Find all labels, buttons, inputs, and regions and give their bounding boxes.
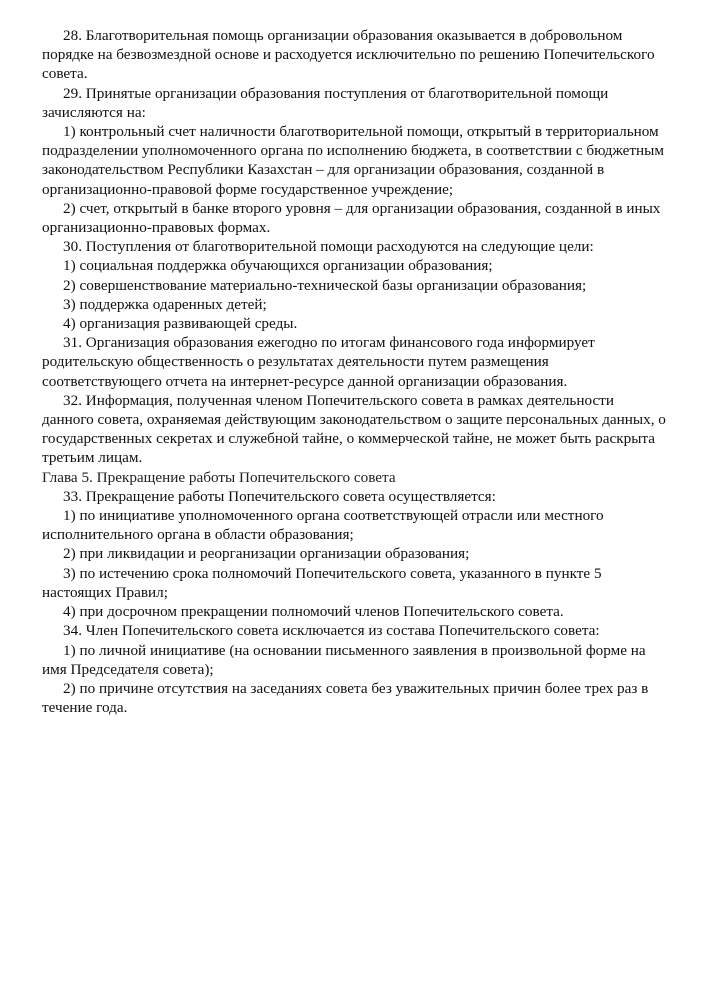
list-item-33-4: 4) при досрочном прекращении полномочий членов Попечительского совета. — [63, 603, 564, 621]
list-item-33-3: 3) по истечению срока полномочий Попечительского совета, указанного в пункте 5 настоящих Правил; — [42, 564, 602, 601]
list-item-30-2: 2) совершенствование материально-технической базы организации образования; — [63, 276, 587, 294]
paragraph-28: 28. Благотворительная помощь организации образования оказывается в добровольном порядке на безвозмездной основе и расходуется исключительно по решению Попечительского совета. — [42, 27, 655, 83]
list-item-30-4: 4) организация развивающей среды. — [63, 315, 298, 333]
chapter-heading: Глава 5. Прекращение работы Попечительского совета — [42, 468, 396, 486]
list-item-30-3: 3) поддержка одаренных детей; — [63, 295, 267, 313]
list-item-33-1: 1) по инициативе уполномоченного органа соответствующей отрасли или местного исполнительного органа в области образования; — [42, 507, 604, 544]
list-item-29-1: 1) контрольный счет наличности благотворительной помощи, открытый в территориальном подразделении уполномоченного органа по исполнению бюджета, в соответствии с бюджетным законодательством Республики Казахстан – для организации образования, созданной в организационно-правовой форме государственное учреждение; — [42, 123, 665, 198]
list-item-34-2: 2) по причине отсутствия на заседаниях совета без уважительных причин более трех раз в течение года. — [42, 679, 649, 717]
paragraph-31: 31. Организация образования ежегодно по итогам финансового года информирует родительскую общественность о результатах деятельности путем размещения соответствующего отчета на интернет-ресурсе данной организации образования. — [42, 334, 595, 390]
paragraph-30: 30. Поступления от благотворительной помощи расходуются на следующие цели: — [63, 238, 594, 256]
paragraph-33: 33. Прекращение работы Попечительского совета осуществляется: — [63, 487, 496, 505]
paragraph-32: 32. Информация, полученная членом Попечительского совета в рамках деятельности данного совета, охраняемая действующим законодательством о защите персональных данных, о государственных секретах и служебной тайне, о коммерческой тайне, не может быть раскрыта третьим лицам. — [42, 391, 666, 467]
list-item-30-1: 1) социальная поддержка обучающихся организации образования; — [63, 257, 493, 275]
list-item-29-2: 2) счет, открытый в банке второго уровня – для организации образования, созданной в иных организационно-правовых формах. — [42, 199, 661, 237]
paragraph-34: 34. Член Попечительского совета исключается из состава Попечительского совета: — [63, 622, 600, 640]
list-item-33-2: 2) при ликвидации и реорганизации организации образования; — [63, 545, 470, 563]
list-item-34-1: 1) по личной инициативе (на основании письменного заявления в произвольной форме на имя Председателя совета); — [42, 641, 646, 678]
paragraph-29: 29. Принятые организации образования поступления от благотворительной помощи зачисляются на: — [42, 84, 609, 121]
